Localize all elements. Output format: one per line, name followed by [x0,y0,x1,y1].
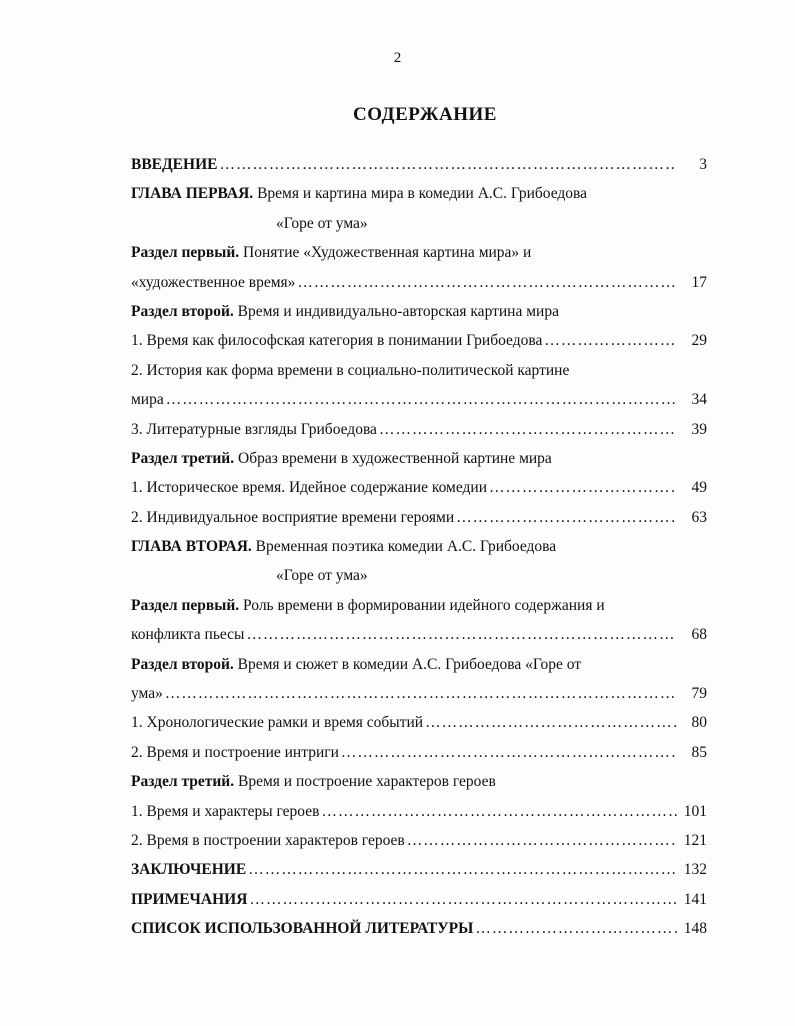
dot-leader [219,150,677,179]
toc-entry-text [131,326,542,355]
toc-entry [131,914,707,943]
toc-entry-title: «Горе от ума» [276,214,368,232]
toc-entry [131,473,707,502]
toc-entry-heading: Раздел первый. [131,596,240,614]
toc-entry [131,532,707,561]
toc-page-number: 39 [691,420,707,438]
toc-entry-heading: ПРИМЕЧАНИЯ [131,890,248,908]
toc-page-number: 34 [691,391,707,409]
toc-entry-title: Время и построение характеров героев [234,773,496,791]
toc-entry-heading: ЗАКЛЮЧЕНИЕ [131,861,247,879]
toc-entry-heading: ГЛАВА ПЕРВАЯ. [131,185,254,203]
toc-entry-title: мира [131,391,164,409]
toc-page-number: 3 [699,156,707,173]
toc-entry-text [131,797,319,826]
toc-entry-title: 3. Литературные взгляды Грибоедова [131,420,377,438]
toc-entry-title: 2. Время в построении характеров героев [131,831,405,849]
toc-entry [131,650,707,679]
toc-page-number: 68 [691,626,707,644]
toc-entry [131,885,707,914]
dot-leader [297,268,677,297]
dot-leader [248,855,677,884]
dot-leader [165,679,677,708]
toc-entry-heading: ГЛАВА ВТОРАЯ. [131,538,252,556]
dot-leader [379,415,677,444]
toc-entry-title: Временная поэтика комедии А.С. Грибоедова [251,538,557,556]
toc-entry-text [131,473,487,502]
toc-entry-text [276,209,368,238]
toc-entry-title: Образ времени в художественной картине мира [234,449,552,467]
toc-entry [131,797,707,826]
toc-entry [131,150,707,179]
dot-leader [341,738,677,767]
toc-page-number: 101 [683,802,707,820]
dot-leader [489,473,677,502]
toc-entry-text [131,620,244,649]
toc-entry-text [131,268,295,297]
toc-entry-heading: Раздел первый. [131,244,240,262]
toc-entry-heading: Раздел второй. [131,655,234,673]
toc-entry-heading: Раздел третий. [131,773,235,791]
toc-entry-title: Время и индивидуально-авторская картина мира [233,302,559,320]
dot-leader [456,503,677,532]
toc-entry [131,385,707,414]
toc-entry [131,503,707,532]
toc-entry-text [131,532,556,561]
toc-entry [131,326,707,355]
toc-entry-title: «художественное время» [131,273,296,291]
toc-entry-text [131,150,217,179]
toc-page-number: 132 [683,861,707,879]
toc-entry-text [131,503,454,532]
table-of-contents [131,150,707,944]
toc-entry [131,738,707,767]
toc-entry-title: 1. Историческое время. Идейное содержание комедии [131,479,487,497]
toc-entry [131,179,707,208]
toc-entry-title: Роль времени в формировании идейного содержания и [239,596,605,614]
toc-entry-text [276,561,368,590]
toc-entry-title: конфликта пьесы [131,626,245,644]
dot-leader [246,620,677,649]
toc-entry-title: 2. Индивидуальное восприятие времени героями [131,508,455,526]
toc-entry [131,561,707,590]
toc-page-number: 148 [683,920,707,938]
toc-entry-title: 1. Хронологические рамки и время событий [131,714,424,732]
toc-page-number: 141 [683,890,707,908]
toc-entry [131,238,707,267]
toc-page-number: 49 [691,479,707,497]
dot-leader [407,826,677,855]
toc-entry-heading: Раздел третий. [131,449,235,467]
toc-entry-title: Время и картина мира в комедии А.С. Грибоедова [253,185,588,203]
page-number: 2 [393,50,402,66]
toc-entry-text [131,356,569,385]
toc-entry-heading: ВВЕДЕНИЕ [131,156,218,173]
toc-entry [131,826,707,855]
toc-entry [131,415,707,444]
toc-entry-title: 2. Время и построение интриги [131,743,339,761]
toc-entry-text [131,855,246,884]
toc-entry-text [131,914,473,943]
toc-entry-heading: Раздел второй. [131,302,234,320]
toc-entry-text [131,444,552,473]
toc-entry-title: 2. История как форма времени в социально-политической картине [131,361,570,379]
toc-entry-text [131,679,163,708]
toc-entry-text [131,297,559,326]
toc-entry [131,767,707,796]
toc-entry-text [131,708,423,737]
toc-entry-text [131,238,531,267]
toc-entry-title: 1. Время и характеры героев [131,802,320,820]
toc-entry [131,855,707,884]
toc-page-number: 79 [691,685,707,703]
toc-entry-text [131,738,339,767]
dot-leader [166,385,677,414]
dot-leader [544,326,677,355]
toc-entry [131,444,707,473]
toc-entry [131,209,707,238]
toc-entry-text [131,650,581,679]
toc-page-number: 85 [691,743,707,761]
toc-page-number: 29 [691,332,707,350]
toc-entry-text [131,591,605,620]
dot-leader [249,885,677,914]
toc-entry-heading: СПИСОК ИСПОЛЬЗОВАННОЙ ЛИТЕРАТУРЫ [131,920,474,938]
toc-entry [131,679,707,708]
toc-entry-title: Время и сюжет в комедии А.С. Грибоедова «Горе от [233,655,582,673]
dot-leader [475,914,677,943]
toc-entry-text [131,179,587,208]
toc-entry-title: 1. Время как философская категория в понимании Грибоедова [131,332,543,350]
toc-entry [131,297,707,326]
toc-entry-text [131,767,496,796]
toc-page-number: 121 [683,831,707,849]
page-title: СОДЕРЖАНИЕ [353,104,497,125]
dot-leader [321,797,677,826]
toc-page-number: 17 [691,273,707,291]
toc-entry [131,620,707,649]
toc-entry-title: «Горе от ума» [276,567,368,585]
toc-entry [131,708,707,737]
toc-page-number: 80 [691,714,707,732]
dot-leader [425,708,677,737]
toc-entry [131,268,707,297]
toc-entry-text [131,415,377,444]
toc-entry [131,356,707,385]
toc-page-number: 63 [691,508,707,526]
toc-entry-title: Понятие «Художественная картина мира» и [239,244,532,262]
toc-entry-text [131,885,247,914]
toc-entry-text [131,385,164,414]
toc-entry [131,591,707,620]
toc-entry-title: ума» [131,685,163,703]
toc-entry-text [131,826,405,855]
